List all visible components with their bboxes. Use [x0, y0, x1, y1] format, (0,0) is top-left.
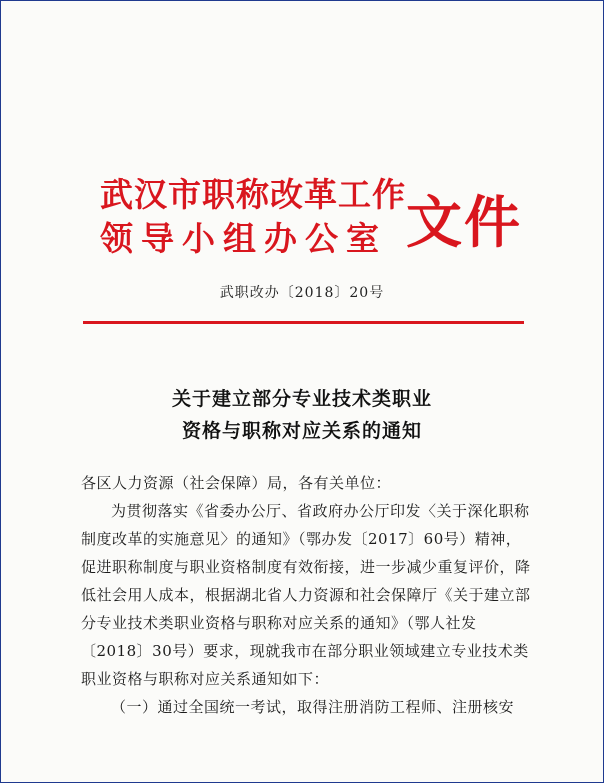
document-number: 武职改办〔2018〕20号: [219, 285, 385, 301]
org-name-line2: 领导小组办公室: [100, 219, 387, 258]
issuing-organization: [100, 173, 406, 261]
notice-title: [1, 383, 603, 447]
notice-body: [81, 469, 533, 721]
salutation: 各区人力资源（社会保障）局，各有关单位：: [81, 474, 392, 492]
title-line2: 资格与职称对应关系的通知: [181, 420, 422, 442]
body-paragraph-1: 为贯彻落实《省委办公厅、省政府办公厅印发〈关于深化职称制度改革的实施意见〉的通知》（鄂办发〔2017〕60号）精神，促进职称制度与职业资格制度有效衔接，进一步减少重复评价，降低社会用人成本，根据湖北省人力资源和社会保障厅《关于建立部分专业技术类职业资格与职称对应关系的通知》（鄂人社发〔2018〕30号）要求，现就我市在部分职业领域建立专业技术类职业资格与职称对应关系通知如下：: [81, 502, 531, 688]
body-paragraph-2: （一）通过全国统一考试，取得注册消防工程师、注册核安: [111, 698, 515, 716]
document-label: 文件: [406, 190, 522, 256]
title-line1: 关于建立部分专业技术类职业: [171, 388, 432, 410]
red-divider: [83, 321, 524, 324]
org-name-line1: 武汉市职称改革工作: [100, 175, 406, 214]
